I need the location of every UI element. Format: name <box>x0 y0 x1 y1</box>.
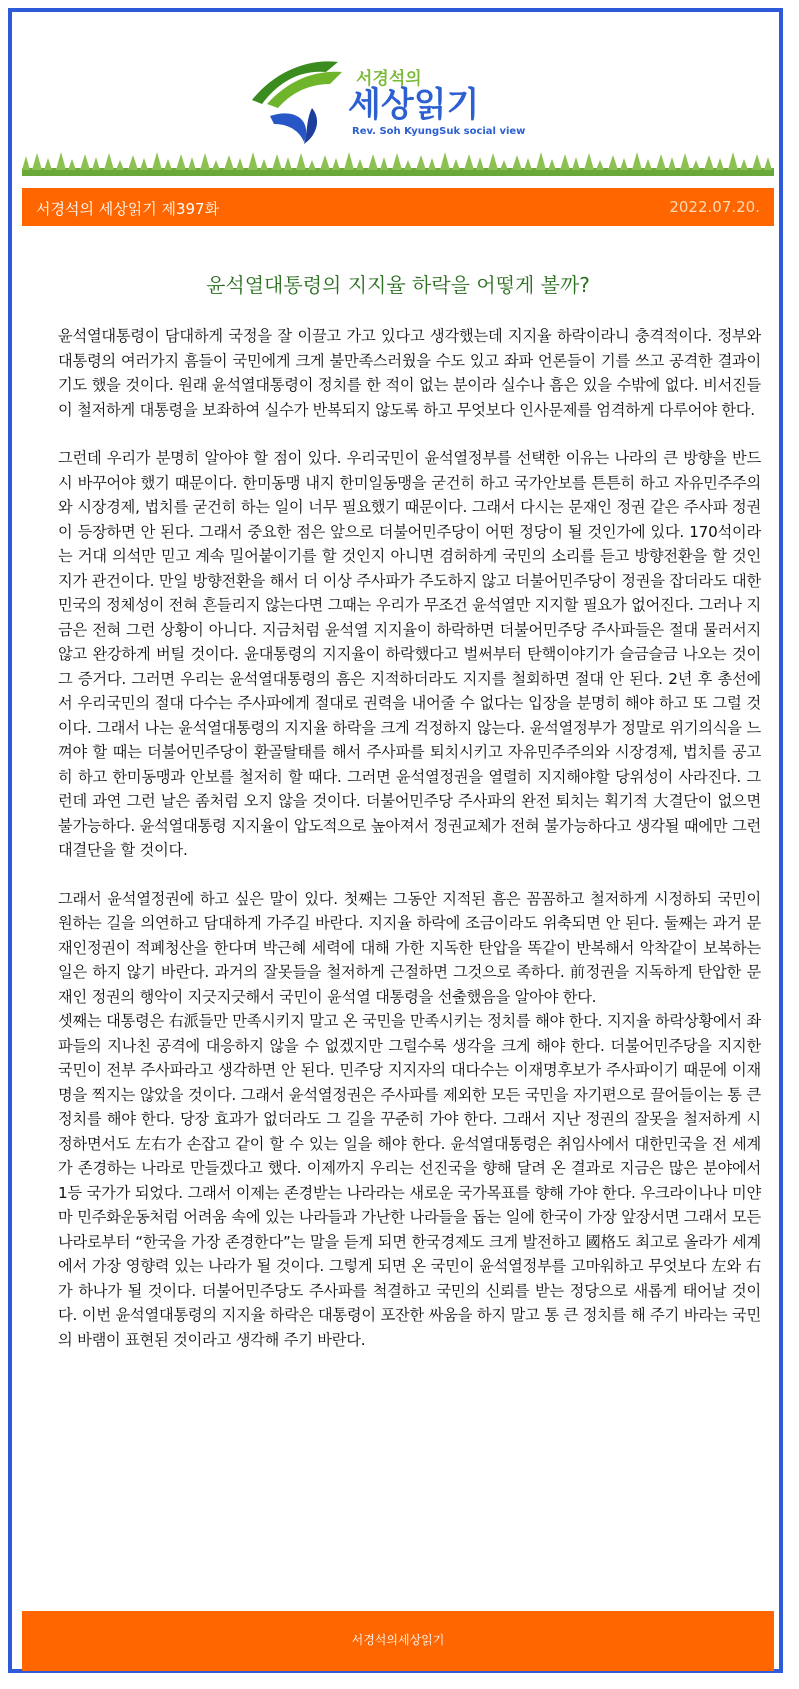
footer-bar <box>22 1611 774 1671</box>
series-label: 서경석의 세상읽기 제397화 <box>36 200 220 218</box>
logo-header <box>12 12 779 182</box>
paragraph-2: 그런데 우리가 분명히 알아야 할 점이 있다. 우리국민이 윤석열정부를 선택한 이유는 나라의 큰 방향을 반드시 바꾸어야 했기 때문이다. 한미동맹 내지 한미일동맹을 굳건히 하고 국가안보를 튼튼히 하고 자유민주주의와 시장경제, 법치를 굳건히 하는 일이 너무 필요했기 때문이다. 그래서 다시는 문재인 정권 같은 주사파 정권이 등장하면 안 된다. 그래서 중요한 점은 앞으로 더불어민주당이 어떤 정당이 될 것인가에 있다. 170석이라는 거대 의석만 믿고 계속 밀어붙이기를 할 것인지 아니면 겸허하게 국민의 소리를 듣고 방향전환을 할 것인지가 관건이다. 만일 방향전환을 해서 더 이상 주사파가 주도하지 않고 더불어민주당이 정권을 잡더라도 대한민국의 정체성이 전혀 흔들리지 않는다면 그때는 우리가 무조건 윤석열만 지지할 필요가 없어진다. 그러나 지금은 전혀 그런 상황이 아니다. 지금처럼 윤석열 지지율이 하락하면 더불어민주당 주사파들은 절대 물러서지 않고 완강하게 버틸 것이다. 윤대통령의 지지율이 하락했다고 벌써부터 탄핵이야기가 슬금슬금 나오는 것이 그 증거다. 그러면 우리는 윤석열대통령의 흠은 지적하더라도 지지를 철회하면 절대 안 된다. 2년 후 총선에서 우리국민의 절대 다수는 주사파에게 절대로 권력을 내어줄 수 없다는 입장을 분명히 해야 하고 또 그럴 것이다. 그래서 나는 윤석열대통령의 지지율 하락을 크게 걱정하지 않는다. 윤석열정부가 정말로 위기의식을 느껴야 할 때는 더불어민주당이 환골탈태를 해서 주사파를 퇴치시키고 자유민주주의와 시장경제, 법치를 공고히 하고 한미동맹과 안보를 철저히 할 때다. 그러면 윤석열정권을 열렬히 지지해야할 당위성이 사라진다. 그런데 과연 그런 날은 좀처럼 오지 않을 것이다. 더불어민주당 주사파의 완전 퇴치는 획기적 大결단이 없으면 불가능하다. 윤석열대통령 지지율이 압도적으로 높아져서 정권교체가 전혀 불가능하다고 생각될 때에만 그런 대결단을 할 것이다. <box>58 449 761 859</box>
logo-top-text: 서경석의 <box>356 69 422 89</box>
article-title: 윤석열대통령의 지지율 하락을 어떻게 볼까? <box>206 273 590 297</box>
post-date: 2022.07.20. <box>669 198 760 216</box>
paragraph-3: 그래서 윤석열정권에 하고 싶은 말이 있다. 첫째는 그동안 지적된 흠은 꼼꼼하고 철저하게 시정하되 국민이 원하는 길을 의연하고 담대하게 가주길 바란다. 지지율 하락에 조금이라도 위축되면 안 된다. 둘째는 과거 문재인정권이 적폐청산을 한다며 박근혜 세력에 대해 가한 지독한 탄압을 똑같이 반복해서 악착같이 보복하는 일은 하지 않기 바란다. 과거의 잘못들을 철저하게 근절하면 그것으로 족하다. 前정권을 지독하게 탄압한 문재인 정권의 행악이 지긋지긋해서 국민이 윤석열 대통령을 선출했음을 알아야 한다. <box>58 889 761 1006</box>
footer-label[interactable]: 서경석의세상읽기 <box>351 1633 445 1647</box>
grass-divider <box>22 150 774 178</box>
logo-book-spine-icon <box>304 108 317 144</box>
logo-book-icon <box>270 113 306 142</box>
logo-main-text: 세상읽기 <box>348 85 480 125</box>
paragraph-1: 윤석열대통령이 담대하게 국정을 잘 이끌고 가고 있다고 생각했는데 지지율 하락이라니 충격적이다. 정부와 대통령의 여러가지 흠들이 국민에게 크게 불만족스러웠을 수도 있고 좌파 언론들이 기를 쓰고 공격한 결과이기도 했을 것이다. 원래 윤석열대통령이 정치를 한 적이 없는 분이라 실수나 흠은 있을 수밖에 없다. 비서진들이 철저하게 대통령을 보좌하여 실수가 반복되지 않도록 하고 무엇보다 인사문제를 엄격하게 다루어야 한다. <box>58 327 761 419</box>
logo-sub-text: Rev. Soh KyungSuk social view <box>352 126 526 137</box>
article-body <box>58 324 761 1352</box>
page-frame <box>8 8 783 1673</box>
paragraph-4: 셋째는 대통령은 右派들만 만족시키지 말고 온 국민을 만족시키는 정치를 해야 한다. 지지율 하락상황에서 좌파들의 지나친 공격에 대응하지 않을 수 없겠지만 그럴수록 생각을 크게 해야 한다. 더불어민주당을 지지한 국민이 전부 주사파라고 생각하면 안 된다. 민주당 지지자의 대다수는 이재명후보가 주사파이기 때문에 이재명을 찍지는 않았을 것이다. 그래서 윤석열정권은 주사파를 제외한 모든 국민을 자기편으로 끌어들이는 통 큰 정치를 해야 한다. 당장 효과가 없더라도 그 길을 꾸준히 가야 한다. 그래서 지난 정권의 잘못을 철저하게 시정하면서도 左右가 손잡고 같이 할 수 있는 일을 해야 한다. 윤석열대통령은 취임사에서 대한민국을 전 세계가 존경하는 나라로 만들겠다고 했다. 이제까지 우리는 선진국을 향해 달려 온 결과로 지금은 많은 분야에서 1등 국가가 되었다. 그래서 이제는 존경받는 나라라는 새로운 국가목표를 향해 가야 한다. 우크라이나나 미얀마 민주화운동처럼 어려움 속에 있는 나라들과 가난한 나라들을 돕는 일에 한국이 가장 앞장서면 그래서 모든 나라로부터 “한국을 가장 존경한다”는 말을 듣게 되면 한국경제도 크게 발전하고 國格도 최고로 올라가 세계에서 가장 영향력 있는 나라가 될 것이다. 그렇게 되면 온 국민이 윤석열정부를 고마워하고 무엇보다 左와 右가 하나가 될 것이다. 더불어민주당도 주사파를 척결하고 국민의 신뢰를 받는 정당으로 새롭게 태어날 것이다. 이번 윤석열대통령의 지지율 하락은 대통령이 포잔한 싸움을 하지 말고 통 큰 정치를 해 주기 바라는 국민의 바램이 표현된 것이라고 생각해 주기 바란다. <box>58 1012 761 1349</box>
series-bar <box>22 188 774 226</box>
